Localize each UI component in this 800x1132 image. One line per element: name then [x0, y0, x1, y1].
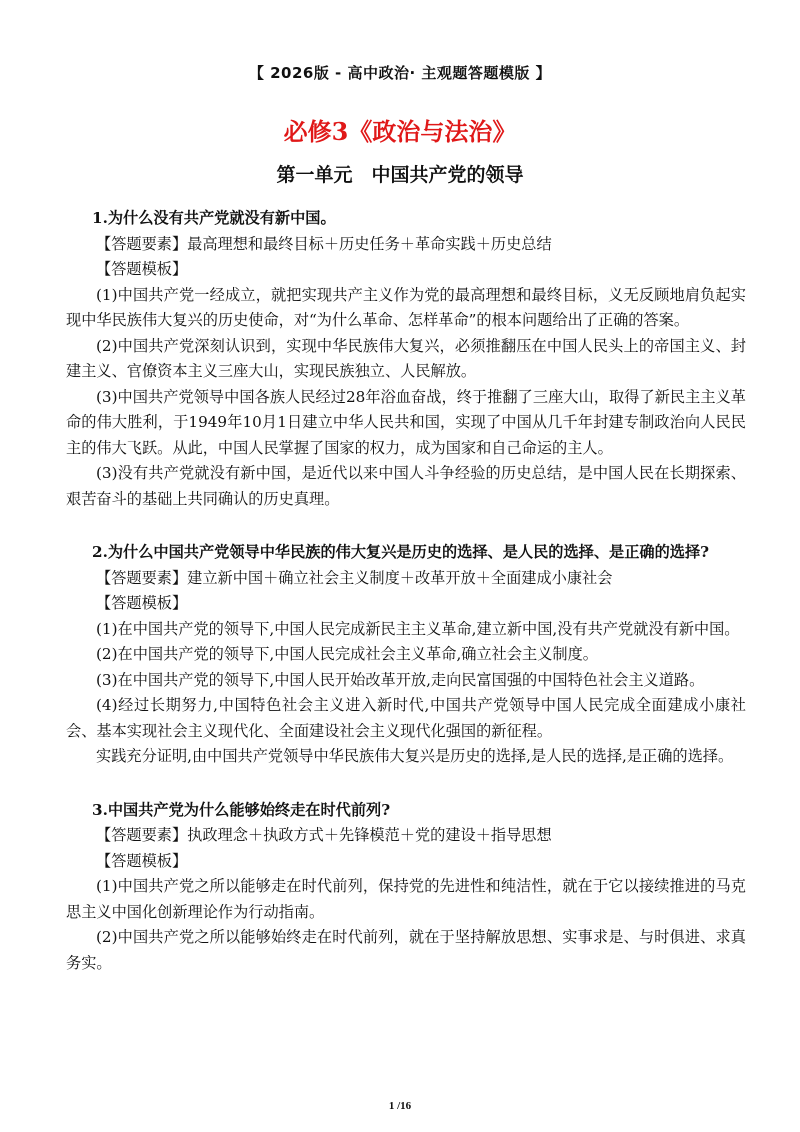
- answer-paragraph: (2)中国共产党之所以能够始终走在时代前列，就在于坚持解放思想、实事求是、与时俱进、求真务实。: [66, 928, 746, 972]
- answer-template-label: 【答题模板】: [96, 851, 188, 870]
- answer-paragraph: (2)在中国共产党的领导下,中国人民完成社会主义革命,确立社会主义制度。: [96, 645, 598, 663]
- answer-paragraph: (1)中国共产党一经成立，就把实现共产主义作为党的最高理想和最终目标，义无反顾地肩负起实现中华民族伟大复兴的历史使命，对“为什么革命、怎样革命”的根本问题给出了正确的答案。: [66, 285, 746, 329]
- question-2: [66, 540, 746, 770]
- answer-template-label: 【答题模板】: [96, 260, 188, 278]
- question-1: [66, 206, 746, 512]
- answer-paragraph: (3)在中国共产党的领导下,中国人民开始改革开放,走向民富国强的中国特色社会主义道路。: [96, 670, 705, 689]
- answer-paragraph: (1)在中国共产党的领导下,中国人民完成新民主主义革命,建立新中国,没有共产党就没有新中国。: [96, 619, 740, 638]
- answer-paragraph: (3)中国共产党领导中国各族人民经过28年浴血奋战，终于推翻了三座大山，取得了新民主主义革命的伟大胜利，于1949年10月1日建立中华人民共和国，实现了中国从几千年封建专制政治向人民民主的伟大飞跃。从此，中国人民掌握了国家的权力，成为国家和自己命运的主人。: [66, 387, 746, 457]
- answer-elements: 【答题要素】最高理想和最终目标＋历史任务＋革命实践＋历史总结: [96, 234, 552, 253]
- answer-elements: 【答题要素】建立新中国＋确立社会主义制度＋改革开放＋全面建成小康社会: [96, 568, 613, 587]
- answer-template-label: 【答题模板】: [96, 594, 188, 612]
- answer-paragraph: (4)经过长期努力,中国特色社会主义进入新时代,中国共产党领导中国人民完成全面建成小康社会、基本实现社会主义现代化、全面建设社会主义现代化强国的新征程。: [66, 696, 746, 740]
- question-heading: 3.中国共产党为什么能够始终走在时代前列?: [92, 800, 391, 819]
- section-spacer: [66, 770, 746, 798]
- page-title: 必修3《政治与法治》: [283, 117, 517, 146]
- unit-title: 第一单元 中国共产党的领导: [276, 164, 524, 186]
- answer-paragraph: (3)没有共产党就没有新中国，是近代以来中国人斗争经验的历史总结，是中国人民在长期探索、艰苦奋斗的基础上共同确认的历史真理。: [66, 464, 746, 508]
- question-heading: 2.为什么中国共产党领导中华民族的伟大复兴是历史的选择、是人民的选择、是正确的选择?: [92, 543, 710, 561]
- document-header: 【 2026版 - 高中政治· 主观题答题模版 】: [248, 64, 552, 82]
- page-number: 1 /16: [388, 1100, 412, 1112]
- answer-paragraph: 实践充分证明,由中国共产党领导中华民族伟大复兴是历史的选择,是人民的选择,是正确的选择。: [96, 747, 734, 765]
- document-body: [66, 206, 746, 976]
- question-heading: 1.为什么没有共产党就没有新中国。: [92, 209, 336, 227]
- answer-elements: 【答题要素】执政理念＋执政方式＋先锋模范＋党的建设＋指导思想: [96, 826, 552, 844]
- section-spacer: [66, 512, 746, 540]
- answer-paragraph: (2)中国共产党深刻认识到，实现中华民族伟大复兴，必须推翻压在中国人民头上的帝国主义、封建主义、官僚资本主义三座大山，实现民族独立、人民解放。: [66, 336, 746, 380]
- question-3: [66, 798, 746, 977]
- answer-paragraph: (1)中国共产党之所以能够走在时代前列，保持党的先进性和纯洁性，就在于它以接续推进的马克思主义中国化创新理论作为行动指南。: [66, 877, 746, 921]
